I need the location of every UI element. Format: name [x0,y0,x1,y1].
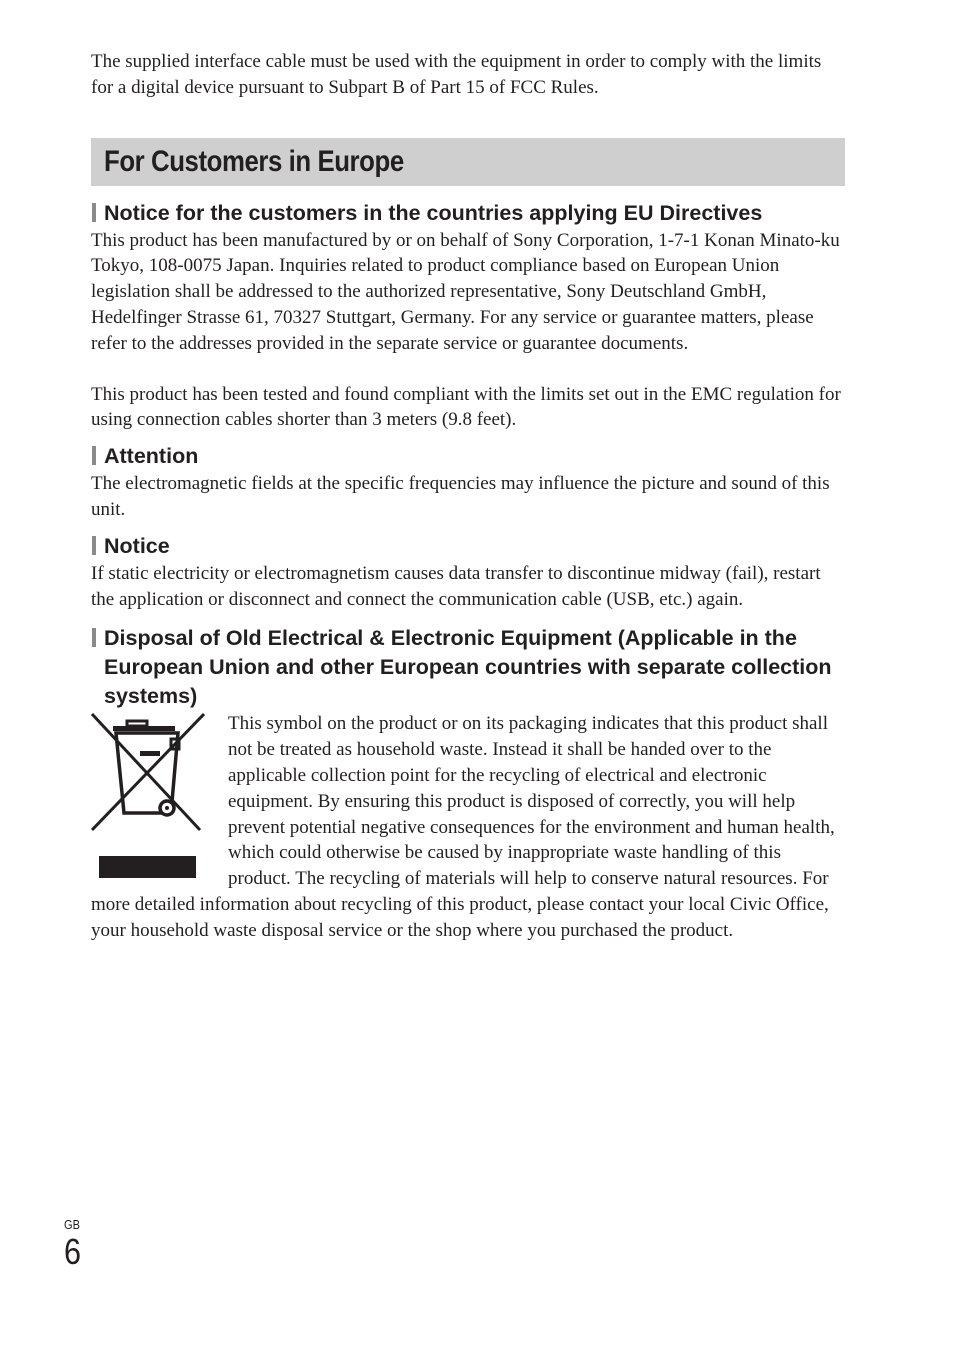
fcc-intro-paragraph: The supplied interface cable must be used with the equipment in order to comply with the limits for a digital device pursuant to Subpart B of Part 15 of FCC Rules. [91,51,822,98]
eu-directives-heading [91,199,845,228]
attention-heading [91,442,845,471]
notice-paragraph: If static electricity or electromagnetism causes data transfer to discontinue midway (fail), restart the application or disconnect and connect the communication cable (USB, etc.) again. [91,562,821,610]
notice-heading [91,532,845,561]
attention-paragraph: The electromagnetic fields at the specific frequencies may influence the picture and sound of this unit. [91,473,830,520]
heading-bar-marker [92,628,96,647]
notice-heading-text: Notice [104,533,170,558]
heading-bar-marker [92,203,96,222]
document-page [91,49,845,944]
page-number: 6 [64,1231,82,1272]
section-title-band [91,138,845,186]
eu-manufacturer-paragraph: This product has been manufactured by or on behalf of Sony Corporation, 1-7-1 Konan Minato-ku Tokyo, 108-0075 Japan. Inquiries related to product compliance based on European Union legislation shall be addressed to the authorized representative, Sony Deutschland GmbH, Hedelfinger Strasse 61, 70327 Stuttgart, Germany. For any service or guarantee matters, please refer to the addresses provided in the separate service or guarantee documents. [91,229,840,354]
page-footer [64,1218,84,1270]
disposal-paragraph: This symbol on the product or on its packaging indicates that this product shall not be treated as household waste. Instead it shall be handed over to the applicable collection point for the recycling of electrical and electronic equipment. By ensuring this product is disposed of correctly, you will help prevent potential negative consequences for the environment and human health, which could otherwise be caused by inappropriate waste handling of this product. The recycling of materials will help to conserve natural resources. For more detailed information about recycling of this product, please contact your local Civic Office, your household waste disposal service or the shop where you purchased the product. [91,713,835,941]
disposal-heading-text: Disposal of Old Electrical & Electronic Equipment (Applicable in the European Union and other European countries with separate collection systems) [104,626,832,709]
section-title: For Customers in Europe [104,144,404,178]
emc-compliance-paragraph: This product has been tested and found compliant with the limits set out in the EMC regulation for using connection cables shorter than 3 meters (9.8 feet). [91,383,841,431]
heading-bar-marker [92,536,96,555]
crossed-out-wheelie-bin-icon [91,713,205,881]
heading-bar-marker [92,446,96,465]
disposal-section [91,711,845,943]
disposal-heading [91,624,845,711]
eu-directives-heading-text: Notice for the customers in the countries applying EU Directives [104,200,763,225]
region-code: GB [64,1217,80,1232]
attention-heading-text: Attention [104,444,199,469]
